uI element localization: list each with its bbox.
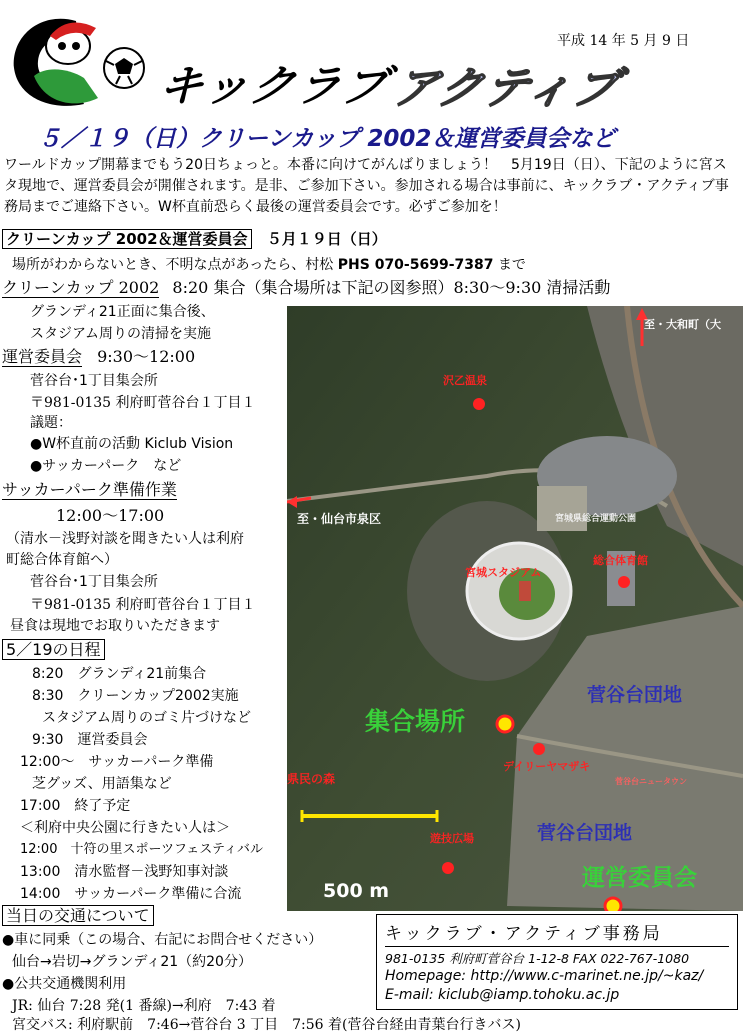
committee-title: 運営委員会 <box>2 347 83 366</box>
brand-name-black: キックラブ <box>153 61 394 112</box>
intro-paragraph: ワールドカップ開幕までもう20日ちょっと。本番に向けてがんばりましょう！ 5月19日（日）、下記のように宮スタ現地で、運営委員会が開催されます。是非、ご参加下さい。参加される場合は事前に、キックラブ・アクティブ事務局までご連絡下さい。W杯直前恐らく最後の運営委員会です。必ずご参加を！ <box>4 157 729 215</box>
label-to-yamato: 至・大和町（大 <box>644 318 721 331</box>
cleancup-schedule: 8:20 集合（集合場所は下記の図参照）8:30～9:30 清掃活動 <box>172 278 611 297</box>
label-committee-site: 運営委員会 <box>582 865 697 891</box>
transport-bus: 宮交バス: 利府駅前 7:46→菅谷台 3 丁目 7:56 着(菅谷台経由青葉台行きバス) <box>12 1017 521 1033</box>
committee-address: 〒981-0135 利府町菅谷台１丁目１ <box>30 395 256 411</box>
label-stadium: 宮城スタジアム <box>465 566 542 579</box>
schedule-item: 9:30 運営委員会 <box>32 732 148 748</box>
issue-date: 平成 14 年 5 月 9 日 <box>557 33 690 49</box>
area-map <box>287 306 743 911</box>
transport-jr: JR: 仙台 7:28 発(1 番線)→利府 7:43 着 <box>12 998 276 1014</box>
label-sports-complex: 宮城県総合運動公園 <box>555 514 637 524</box>
brand-name-blue: アクティブ <box>388 63 625 114</box>
office-address: 981-0135 利府町菅谷台 1-12-8 FAX 022-767-1080 <box>385 951 690 966</box>
cleancup-line2: スタジアム周りの清掃を実施 <box>30 326 212 342</box>
label-kenmin-forest: 県民の森 <box>287 772 336 786</box>
gym-marker <box>618 576 630 588</box>
schedule-item: 12:00 十符の里スポーツフェスティバル <box>20 842 263 857</box>
office-contact-box <box>376 914 738 1010</box>
label-sugaya-lower: 菅谷台団地 <box>537 822 633 844</box>
soccerpark-place: 菅谷台･1丁目集会所 <box>30 574 158 590</box>
transport-car-route: 仙台→岩切→グランディ21（約20分） <box>12 954 252 970</box>
label-daily-yamazaki: デイリーヤマザキ <box>503 760 591 773</box>
committee-place: 菅谷台･1丁目集会所 <box>30 373 158 389</box>
label-sawaotome: 沢乙温泉 <box>443 374 487 387</box>
office-email[interactable]: E-mail: kiclub@iamp.tohoku.ac.jp <box>385 987 620 1003</box>
committee-time: 9:30～12:00 <box>97 347 196 366</box>
cleancup-title: クリーンカップ 2002 <box>2 278 160 297</box>
schedule-item: 8:30 クリーンカップ2002実施 <box>32 688 239 704</box>
event-date: ５月１９日（日） <box>266 230 387 248</box>
office-title: キックラブ・アクティブ事務局 <box>385 919 729 947</box>
label-meeting-place: 集合場所 <box>365 707 466 736</box>
transport-title: 当日の交通について <box>2 905 154 926</box>
schedule-item: 14:00 サッカーパーク準備に合流 <box>20 886 242 902</box>
schedule-item: 芝グッズ、用語集など <box>32 776 172 792</box>
label-gym: 総合体育館 <box>593 554 648 567</box>
headline: ５／１９（日）クリーンカップ 2002＆運営委員会など <box>38 126 616 152</box>
soccerpark-note: （清水－浅野対談を聞きたい人は利府 <box>6 531 244 547</box>
schedule-title: 5／19の日程 <box>2 639 105 660</box>
schedule-item: スタジアム周りのゴミ片づけなど <box>42 710 252 726</box>
committee-marker <box>605 898 621 911</box>
transport-public: ●公共交通機関利用 <box>2 976 127 992</box>
schedule-item: 17:00 終了予定 <box>20 798 131 814</box>
label-new-town: 菅谷台ニュータウン <box>615 777 687 786</box>
transport-car: ●車に同乗（この場合、右記にお問合せください） <box>2 932 323 948</box>
contact-phone: PHS 070-5699-7387 <box>337 257 494 273</box>
label-to-izumi: 至・仙台市泉区 <box>297 512 382 526</box>
agenda-label: 議題： <box>30 415 72 431</box>
agenda-item: ●サッカーパーク など <box>30 458 182 474</box>
schedule-item: ＜利府中央公園に行きたい人は＞ <box>20 820 230 836</box>
soccerpark-address: 〒981-0135 利府町菅谷台１丁目１ <box>30 597 256 613</box>
meeting-marker <box>497 716 513 732</box>
label-yugi-hiroba: 遊技広場 <box>430 832 474 845</box>
agenda-item: ●W杯直前の活動 Kiclub Vision <box>30 436 234 452</box>
soccerpark-time: 12:00～17:00 <box>56 506 165 525</box>
office-homepage[interactable]: Homepage: http://www.c-marinet.ne.jp/~kaz/ <box>385 968 704 984</box>
contact-prefix: 場所がわからないとき、不明な点があったら、村松 <box>12 257 334 273</box>
soccerpark-note: 町総合体育館へ） <box>6 552 118 568</box>
event-title: クリーンカップ 2002＆運営委員会 <box>2 229 252 249</box>
soccerpark-title: サッカーパーク準備作業 <box>2 480 177 499</box>
label-sugaya-upper: 菅谷台団地 <box>587 684 683 706</box>
contact-suffix: まで <box>497 257 526 273</box>
kickclub-logo <box>6 6 156 116</box>
aerial-photo <box>287 306 743 911</box>
onsen-marker <box>473 398 485 410</box>
hiroba-marker <box>442 862 454 874</box>
cleancup-line1: グランディ21正面に集合後、 <box>30 304 215 320</box>
map-scale-label: 500 m <box>323 880 390 902</box>
yamazaki-marker <box>533 743 545 755</box>
schedule-item: 13:00 清水監督－浅野知事対談 <box>20 864 229 880</box>
lunch-note: 昼食は現地でお取りいただきます <box>10 618 220 634</box>
schedule-item: 12:00～ サッカーパーク準備 <box>20 754 214 770</box>
schedule-item: 8:20 グランディ21前集合 <box>32 666 207 682</box>
